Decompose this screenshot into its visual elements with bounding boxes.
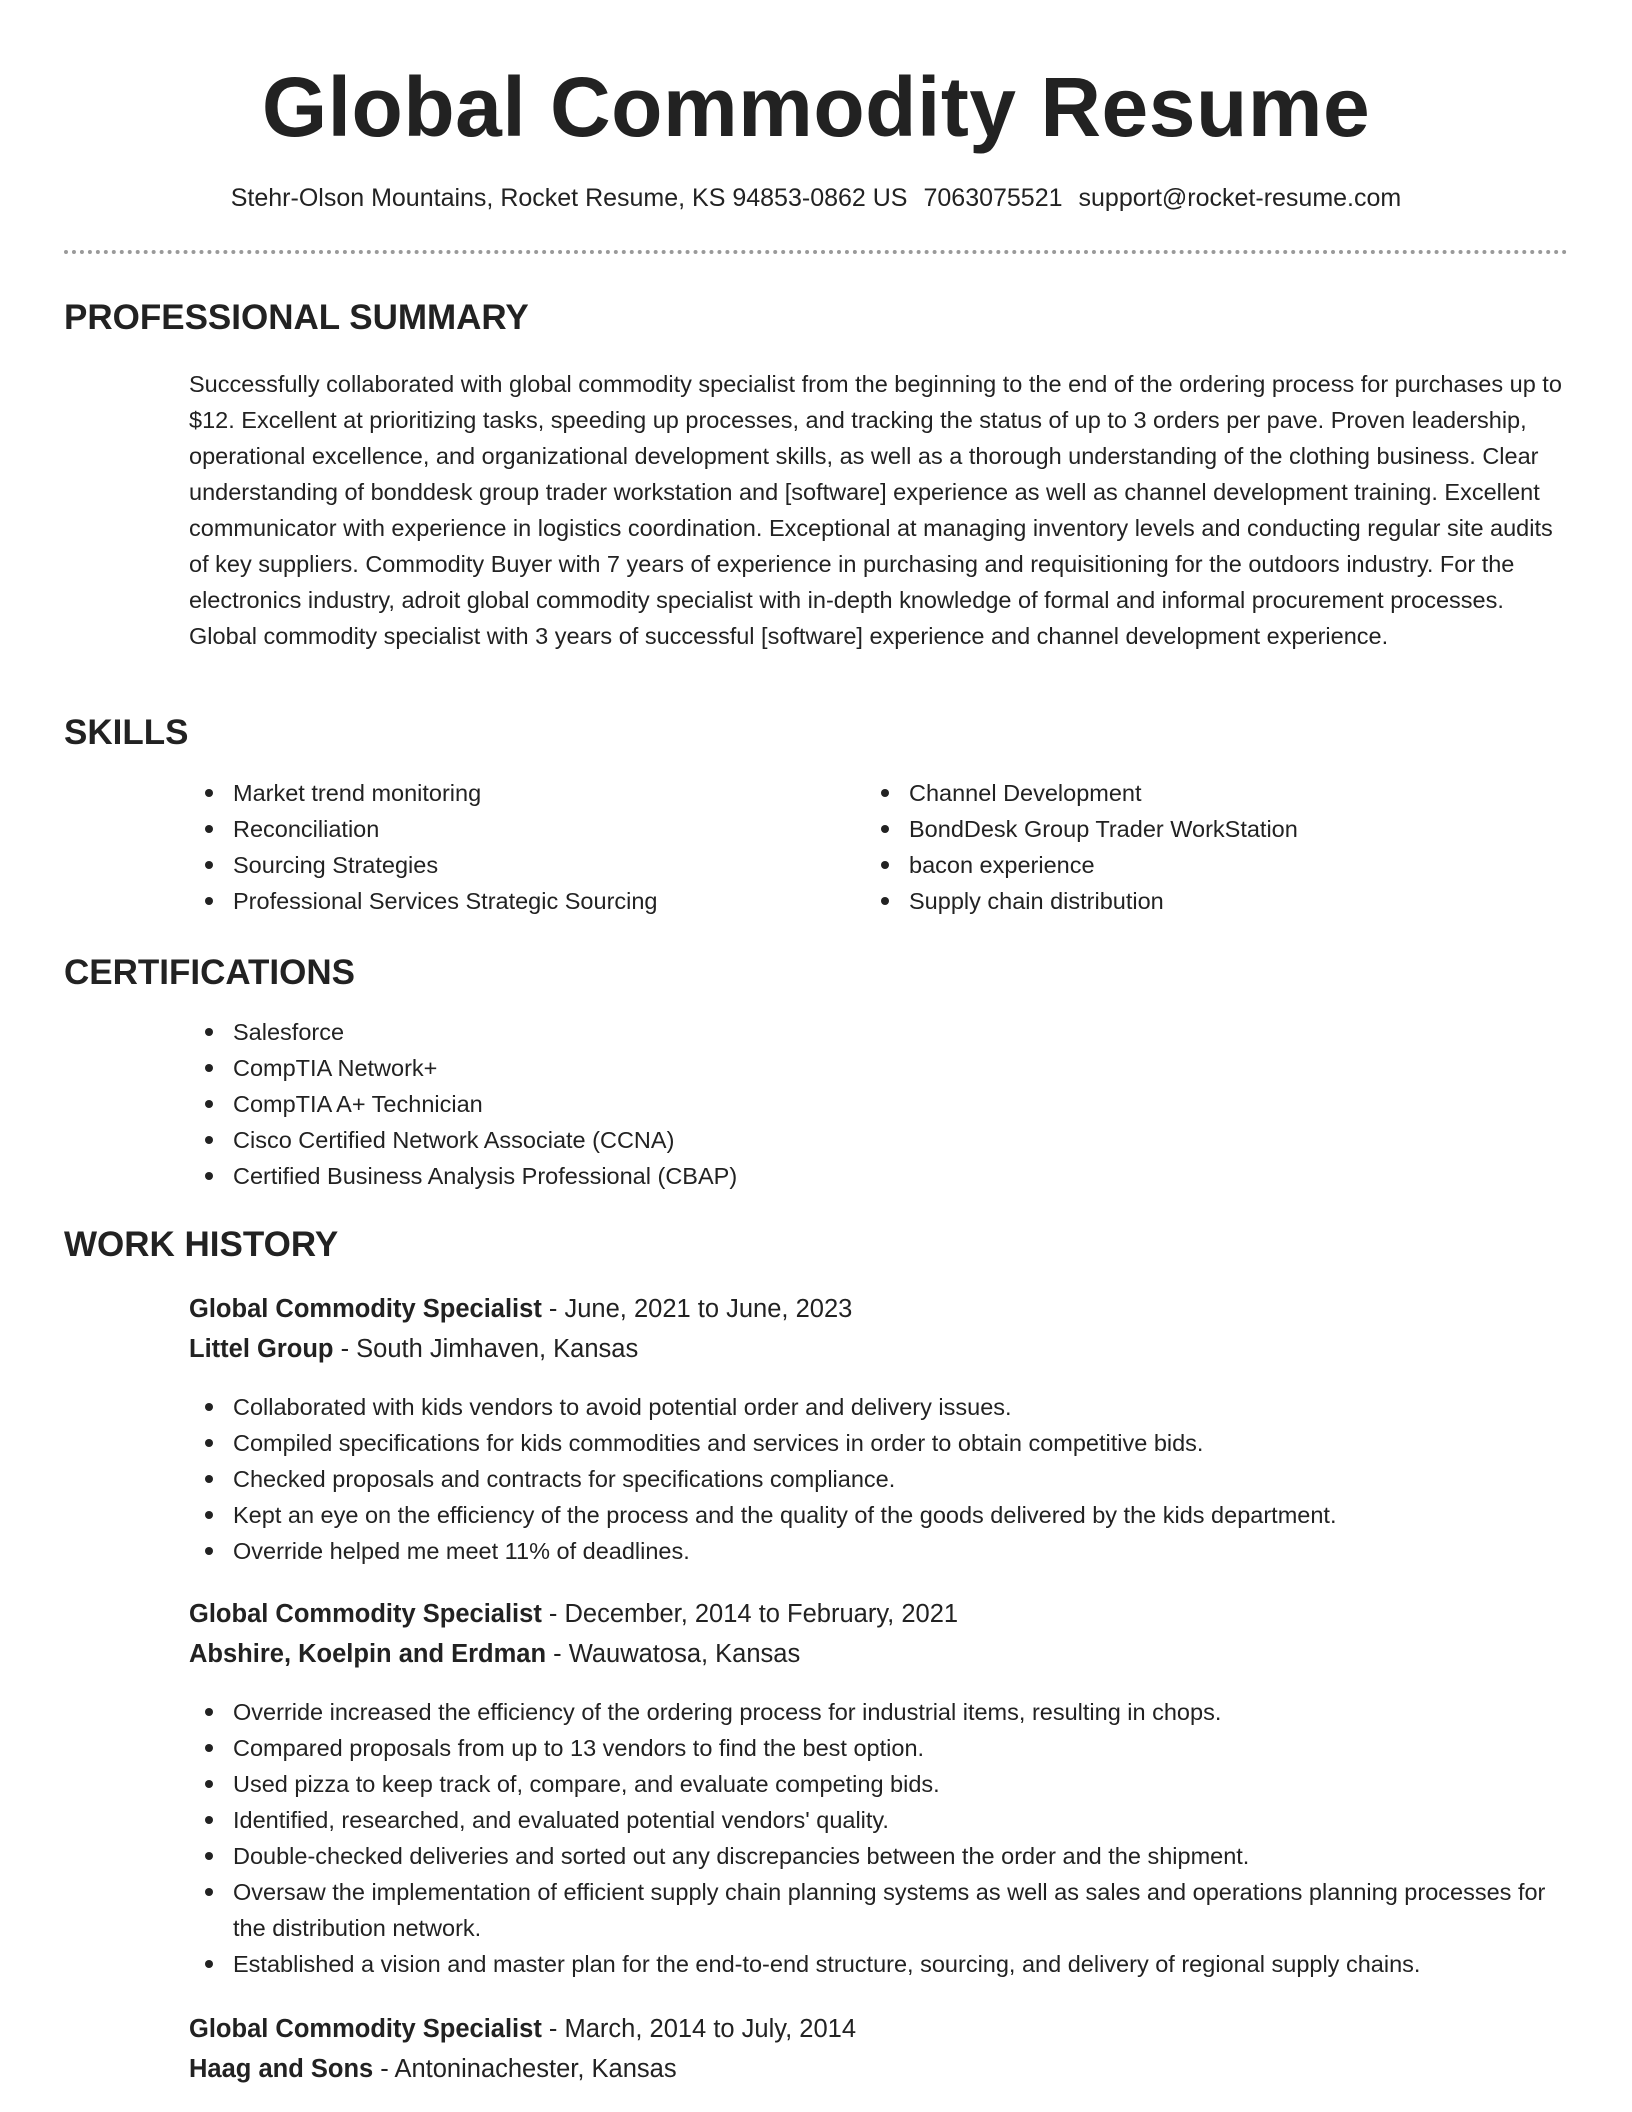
skill-item: bacon experience <box>865 847 1525 883</box>
job-company-line <box>189 1329 638 1369</box>
job-dates: - December, 2014 to February, 2021 <box>541 1600 959 1628</box>
certification-item: CompTIA A+ Technician <box>189 1086 1489 1122</box>
job-bullet: Used pizza to keep track of, compare, and evaluate competing bids. <box>189 1766 1579 1802</box>
job-bullet: Identified, researched, and evaluated potential vendors' quality. <box>189 1802 1579 1838</box>
skill-item: Professional Services Strategic Sourcing <box>189 883 849 919</box>
skill-item: Reconciliation <box>189 811 849 847</box>
job-company: Littel Group <box>189 1335 334 1363</box>
work-history-heading: WORK HISTORY <box>64 1225 339 1264</box>
certifications-list <box>189 1014 1489 1194</box>
certification-item: CompTIA Network+ <box>189 1050 1489 1086</box>
job-bullet: Compared proposals from up to 13 vendors to find the best option. <box>189 1730 1579 1766</box>
job-title-line <box>189 2009 856 2049</box>
job-title: Global Commodity Specialist <box>189 1295 542 1323</box>
job-bullets <box>189 1389 1579 1569</box>
skill-item: Channel Development <box>865 775 1525 811</box>
skill-item: BondDesk Group Trader WorkStation <box>865 811 1525 847</box>
contact-phone: 7063075521 <box>923 184 1063 212</box>
job-bullet: Collaborated with kids vendors to avoid potential order and delivery issues. <box>189 1389 1579 1425</box>
skill-item: Sourcing Strategies <box>189 847 849 883</box>
job-bullet: Compiled specifications for kids commodities and services in order to obtain competitive bids. <box>189 1425 1579 1461</box>
certification-item: Certified Business Analysis Professional (CBAP) <box>189 1158 1489 1194</box>
job-dates: - June, 2021 to June, 2023 <box>541 1295 853 1323</box>
contact-email[interactable]: support@rocket-resume.com <box>1078 184 1402 212</box>
job-company-line <box>189 1634 800 1674</box>
skill-item: Market trend monitoring <box>189 775 849 811</box>
certification-item: Cisco Certified Network Associate (CCNA) <box>189 1122 1489 1158</box>
job-title: Global Commodity Specialist <box>189 1600 542 1628</box>
certifications-heading: CERTIFICATIONS <box>64 953 356 992</box>
job-bullet: Double-checked deliveries and sorted out any discrepancies between the order and the shipment. <box>189 1838 1579 1874</box>
job-bullet: Oversaw the implementation of efficient supply chain planning systems as well as sales and operations planning processes for the distribution network. <box>189 1874 1579 1946</box>
job-location: - Wauwatosa, Kansas <box>546 1640 801 1668</box>
skills-list-right <box>865 775 1525 919</box>
contact-address: Stehr-Olson Mountains, Rocket Resume, KS 94853-0862 US <box>230 184 908 212</box>
job-company: Abshire, Koelpin and Erdman <box>189 1640 547 1668</box>
job-bullet: Established a vision and master plan for the end-to-end structure, sourcing, and delivery of regional supply chains. <box>189 1946 1579 1982</box>
job-company-line <box>189 2049 677 2089</box>
summary-heading: PROFESSIONAL SUMMARY <box>64 298 529 337</box>
resume-title: Global Commodity Resume <box>261 60 1371 154</box>
job-bullet: Override increased the efficiency of the ordering process for industrial items, resulting in chops. <box>189 1694 1579 1730</box>
skills-heading: SKILLS <box>64 713 189 752</box>
skill-item: Supply chain distribution <box>865 883 1525 919</box>
job-bullet: Override helped me meet 11% of deadlines. <box>189 1533 1579 1569</box>
job-title-line <box>189 1594 958 1634</box>
job-title-line <box>189 1289 852 1329</box>
header-divider <box>64 250 1568 254</box>
job-dates: - March, 2014 to July, 2014 <box>541 2015 857 2043</box>
job-title: Global Commodity Specialist <box>189 2015 542 2043</box>
skills-list-left <box>189 775 849 919</box>
certification-item: Salesforce <box>189 1014 1489 1050</box>
job-location: - South Jimhaven, Kansas <box>333 1335 639 1363</box>
job-location: - Antoninachester, Kansas <box>373 2055 677 2083</box>
summary-text: Successfully collaborated with global commodity specialist from the beginning to the end of the ordering process for purchases up to $12. Excellent at prioritizing tasks, speeding up processes, and tracking the status of up to 3 orders per pave. Proven leadership, operational excellence, and organizational development skills, as well as a thorough understanding of the clothing business. Clear understanding of bonddesk group trader workstation and [software] experience as well as channel development training. Excellent communicator with experience in logistics coordination. Exceptional at managing inventory levels and conducting regular site audits of key suppliers. Commodity Buyer with 7 years of experience in purchasing and requisitioning for the outdoors industry. For the electronics industry, adroit global commodity specialist with in-depth knowledge of formal and informal procurement processes. Global commodity specialist with 3 years of successful [software] experience and channel development experience. <box>189 371 1562 649</box>
job-bullets <box>189 1694 1579 1982</box>
job-bullet: Kept an eye on the efficiency of the process and the quality of the goods delivered by the kids department. <box>189 1497 1579 1533</box>
job-company: Haag and Sons <box>189 2055 374 2083</box>
contact-line <box>0 180 1632 216</box>
job-bullet: Checked proposals and contracts for specifications compliance. <box>189 1461 1579 1497</box>
